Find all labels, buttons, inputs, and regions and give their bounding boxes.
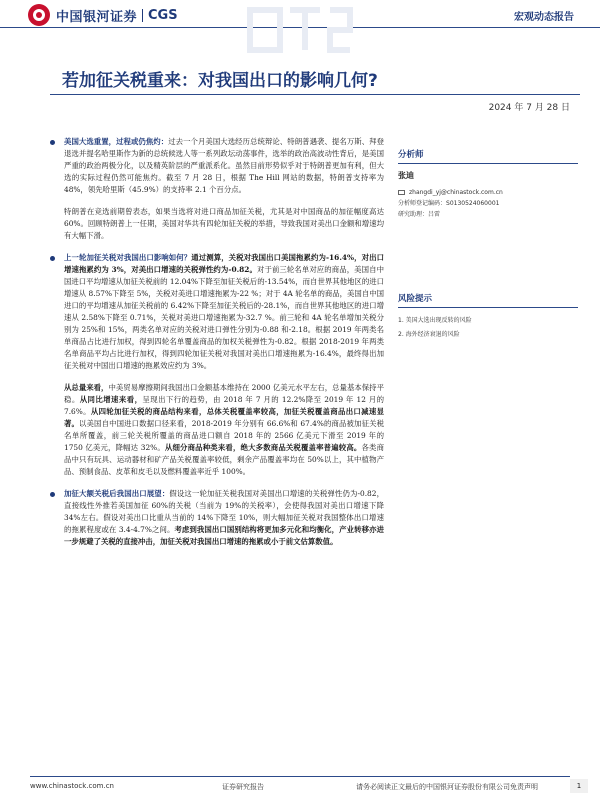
footer-category: 证券研究报告 [222,783,264,791]
bullet-icon [50,256,55,261]
risk-item: 2. 海外经济衰退的风险 [398,331,460,338]
risk-item: 1. 美国大选出现反转的风险 [398,317,472,324]
report-type: 宏观动态报告 [514,12,574,23]
paragraph-tariff-plan [50,206,384,242]
mail-icon [398,190,405,195]
report-body [50,136,384,558]
paragraph-text: 以美国自中国进口数据口径来看，2018-2019 年分别有 66.6%和 67.4%的商品被加征关税名单所覆盖，前三轮关税所覆盖的商品进口额自 2018 年的 2566 亿美元下滑至 2019 年的 1750 亿美元，降幅达 32%。 [64,419,384,452]
logo-separator [142,9,143,22]
paragraph-bold: 通过测算，关税对我国出口美国拖累约为-16.4%，对出口增速拖累约为 3%，对美出口增速的关税弹性约为-0.82。 [64,253,384,274]
analyst-email[interactable] [398,187,578,198]
paragraph-text: 对于前三轮名单对应的商品，美国自中国进口平均增速从加征关税前的 12.04%下降至加征关税后的-13.54%，而自世界其他地区的进口增速从 8.57%下降至 5%，关税对美进口增速拖累为-22 %；对于 4A 轮名单的商品，美国自中国进口的平均增速从加征关税前的 6.42%下降至加征关税后的-28.1%，而自世界其他地区的进口增速从 2.58%下降至 0.71%，关税对美进口增速拖累为-32.7 %。前三轮和 4A 轮名单增加关税分别为 25%和 15%，两类名单对应的关税对进口弹性分别为-0.88 和-2.18。根据 2019 年两类名单商品占比进行加权，得到四轮名单覆盖商品的加权关税弹性为-0.82。根据 2018-2019 年两类名单商品平均占比进行加权，得到四轮加征关税对我国对美出口增速拖累为-16.4%，最终得出加征关税对中国出口增速的拖累效应约为 3%。 [64,265,384,370]
paragraph-bold: 考虑到我国出口国别结构将更加多元化和均衡化，产业转移亦进一步规避了关税的直接冲击，加征关税对我国出口增速的拖累或小于前文估算数值。 [64,525,384,546]
registration-label: 分析师登记编码： [398,200,447,207]
paragraph-export-structure [50,382,384,478]
paragraph-lead: 加征大额关税后我国出口展望： [64,489,170,498]
logo-name-en: CGS [148,7,178,23]
title-divider [50,94,580,95]
bullet-icon [50,140,55,145]
paragraph-text: 过去一个月美国大选经历总统辩论、特朗普遇袭、提名万斯、拜登退选并提名哈里斯作为新的总统候选人等一系列政坛动荡事件，选举的政治高波动性背后，是美国严重的政治两极分化，以及精英阶层的严重派系化。虽然目前形势似乎对于特朗普更加有利，但大选的实际过程仍然可能焦灼。截至 7 月 28 日，根据 The Hill 网站的数据，特朗普支持率为 48%，领先哈里斯（45.9%）的支持率 2.1 个百分点。 [64,137,384,194]
analyst-registration [398,198,578,209]
footer-disclaimer: 请务必阅读正文最后的中国银河证券股份有限公司免责声明 [356,783,538,791]
paragraph-outlook [50,488,384,548]
logo-name-cn: 中国银河证券 [56,9,138,25]
paragraph-bold: 从细分商品种类来看，绝大多数商品关税覆盖率普遍较高。 [164,443,362,452]
analyst-name: 张迪 [398,171,414,180]
paragraph-bold: 从同比增速来看， [79,395,143,404]
paragraph-bold: 从总量来看， [64,383,109,392]
paragraph-text: 各类商品中只有玩具、运动器材和矿产品关税覆盖率较低，剩余产品覆盖率均在 50%以上，其中植物产品、预制食品、皮革和皮毛以及燃料覆盖率近乎 100%。 [64,443,384,476]
research-assistant [398,209,578,220]
report-date: 2024 年 7 月 28 日 [488,103,570,113]
watermark-logo-icon [240,0,360,60]
sidebar [398,148,578,342]
assistant-name: 吕雷 [428,211,441,218]
footer-divider [30,776,570,777]
assistant-label: 研究助理： [398,211,429,218]
paragraph-election [50,136,384,196]
paragraph-text: 特朗普在竞选前期曾表态，如果当选将对进口商品加征关税，尤其是对中国商品的加征幅度高达 60%。回顾特朗普上一任期，美国对华共有四轮加征关税的举措，导致我国对美出口金额和增速均有大幅下滑。 [64,207,384,240]
paragraph-text: 假设这一轮加征关税我国对美国出口增速的关税弹性仍为-0.82，直接线性外推若美国加征 60%的关税（当前为 19%的关税率），会使得我国对美出口增速下降 34%左右。假设对美出口比重从当前的 14%下降至 10%，则大幅加征关税对我国整体出口增速的拖累程度或在 3.4-4.7%之间。 [64,489,384,534]
analyst-heading: 分析师 [398,148,578,164]
company-logo [28,4,178,26]
registration-code: S0130524060001 [446,200,500,207]
analyst-email-text[interactable]: zhangdi_yj@chinastock.com.cn [409,189,503,196]
risk-section [398,292,578,342]
paragraph-lead: 上一轮加征关税对我国出口影响如何？ [64,253,192,262]
risk-heading: 风险提示 [398,292,578,308]
bullet-icon [50,492,55,497]
page-number: 1 [570,779,588,793]
paragraph-lead: 美国大选重置，过程或仍焦灼： [64,137,169,146]
report-title: 若加征关税重来：对我国出口的影响几何? [62,71,378,91]
paragraph-text: 呈现出下行的趋势，由 2018 年 7 月的 12.2%降至 2019 年 12 月的 7.6%。 [64,395,384,416]
footer-website[interactable]: www.chinastock.com.cn [30,782,114,790]
logo-emblem-icon [28,4,50,26]
paragraph-bold: 从四轮加征关税的商品结构来看，总体关税覆盖率较高，加征关税覆盖商品出口减速显著。 [64,407,384,428]
paragraph-last-round-impact [50,252,384,372]
paragraph-text: 中美贸易摩擦期间我国出口金额基本维持在 2000 亿美元水平左右，总量基本保持平稳。 [64,383,384,404]
